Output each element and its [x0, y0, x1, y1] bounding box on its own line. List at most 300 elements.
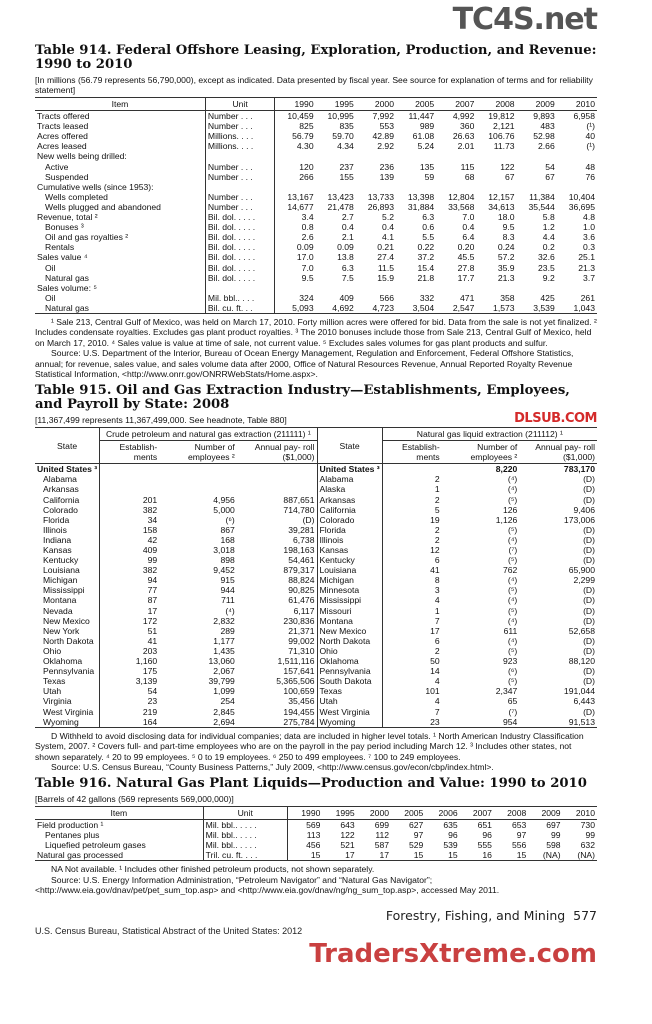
value-cell — [159, 484, 237, 494]
value-cell-right: (⁵) — [508, 676, 518, 687]
value-cell: 203 — [142, 645, 158, 656]
value-cell-right: 923 — [502, 656, 518, 667]
value-cell: 15.4 — [417, 262, 435, 273]
value-cell: 31,884 — [407, 201, 435, 212]
table-row — [35, 525, 597, 535]
value-cell: 15 — [516, 850, 527, 861]
table-row — [35, 606, 597, 616]
value-cell: (¹) — [586, 121, 595, 132]
unit-cell: Bil. dol. . . . . — [205, 212, 274, 222]
state-name-right: Texas — [317, 686, 382, 696]
value-cell: 653 — [511, 819, 527, 830]
value-cell: 135 — [419, 161, 435, 172]
value-cell: 13,733 — [367, 191, 394, 202]
col-est: Establish- ments — [100, 441, 160, 464]
value-cell: 23 — [147, 696, 158, 707]
value-cell: 4,692 — [332, 302, 354, 313]
value-cell: 2,121 — [493, 121, 515, 132]
column-header: Item — [35, 98, 205, 111]
value-cell: 10,995 — [327, 111, 354, 122]
value-cell: 5.8 — [542, 212, 555, 223]
table-row — [35, 565, 597, 575]
value-cell: 15.9 — [377, 272, 394, 283]
value-cell: 6.4 — [462, 232, 475, 243]
value-cell — [275, 283, 316, 293]
value-cell-right: 2 — [434, 534, 440, 545]
value-cell: 15 — [448, 850, 458, 861]
col-est-right: Establish- ments — [382, 441, 442, 464]
value-cell: 230,836 — [237, 616, 317, 626]
state-name: Kentucky — [35, 555, 100, 565]
row-label: Natural gas — [35, 303, 205, 314]
value-cell-right: 91,513 — [568, 716, 595, 727]
value-cell: 96 — [482, 829, 492, 840]
value-cell — [557, 283, 597, 293]
value-cell: 34,613 — [488, 201, 515, 212]
table-row — [35, 111, 597, 122]
value-cell: 4,723 — [372, 302, 394, 313]
value-cell: 598 — [546, 839, 561, 850]
value-cell: 0.4 — [462, 222, 475, 233]
value-cell: 714,780 — [237, 505, 317, 515]
value-cell: 35,456 — [237, 696, 317, 706]
value-cell: 4,992 — [452, 111, 475, 122]
value-cell-right: (D) — [583, 524, 595, 535]
value-cell-right: 7 — [434, 706, 440, 717]
value-cell: 0.24 — [497, 242, 515, 253]
value-cell: 26.63 — [452, 131, 475, 142]
table-row — [35, 850, 597, 861]
value-cell: 67 — [505, 171, 515, 182]
value-cell-right: 23 — [430, 716, 440, 727]
state-name: New York — [35, 626, 100, 636]
value-cell — [436, 151, 476, 161]
group-ngl: Natural gas liquid extraction (211112) ¹ — [382, 427, 597, 440]
state-name: West Virginia — [35, 707, 100, 717]
value-cell: 25.1 — [578, 252, 595, 263]
value-cell: (D) — [237, 515, 317, 525]
value-cell: 120 — [299, 161, 314, 172]
value-cell: 409 — [142, 545, 158, 555]
value-cell: 35,544 — [528, 201, 555, 212]
value-cell: 61.08 — [412, 131, 435, 142]
table-row — [35, 172, 597, 182]
value-cell-right: 12 — [430, 545, 440, 555]
table-row — [35, 656, 597, 666]
value-cell — [356, 151, 396, 161]
value-cell: 3,018 — [213, 545, 235, 555]
value-cell: 21.3 — [578, 262, 595, 273]
value-cell: 2,845 — [213, 706, 235, 717]
value-cell: 122 — [340, 829, 355, 840]
value-cell-right: (⁵) — [508, 524, 518, 535]
value-cell-right: (D) — [583, 676, 595, 687]
table-row — [35, 505, 597, 515]
state-name-right: South Dakota — [317, 676, 382, 686]
value-cell: 0.4 — [341, 222, 354, 233]
col-state-right: State — [317, 427, 382, 463]
value-cell: 483 — [540, 121, 555, 132]
value-cell: 835 — [339, 121, 354, 132]
state-name-right: Wyoming — [317, 717, 382, 728]
table-row — [35, 696, 597, 706]
value-cell: 15 — [310, 850, 321, 861]
value-cell — [356, 182, 396, 192]
unit-cell — [205, 182, 274, 192]
value-cell: 155 — [339, 171, 354, 182]
value-cell: 4,956 — [213, 494, 235, 505]
value-cell-right: 7 — [434, 615, 440, 626]
table-row — [35, 535, 597, 545]
value-cell-right: 126 — [502, 504, 518, 515]
value-cell: 158 — [142, 524, 158, 535]
state-name-right: Louisiana — [317, 565, 382, 575]
value-cell-right: (D) — [583, 706, 595, 717]
value-cell-right: 52,658 — [568, 625, 595, 636]
value-cell: 1.0 — [583, 222, 595, 233]
value-cell: 360 — [460, 121, 475, 132]
value-cell-right: (D) — [583, 534, 595, 545]
value-cell: 553 — [379, 121, 394, 132]
unit-cell: Bil. dol. . . . . — [205, 263, 274, 273]
row-label: Revenue, total ² — [35, 212, 205, 222]
row-label: Oil — [35, 263, 205, 273]
value-cell: 11.73 — [493, 141, 515, 152]
table-915-source: Source: U.S. Census Bureau, “County Business Patterns,” July 2009, <http://www.census.gov/econ/cbp/index.html>. — [51, 762, 494, 773]
value-cell-right: 2,299 — [573, 575, 595, 586]
state-name-right: Pennsylvania — [317, 666, 382, 676]
row-label: Natural gas processed — [35, 850, 203, 861]
table-row — [35, 575, 597, 585]
value-cell: 0.2 — [542, 242, 555, 253]
value-cell: 157,641 — [237, 666, 317, 676]
table-row — [35, 707, 597, 717]
value-cell: (NA) — [542, 850, 561, 861]
value-cell: 71,310 — [237, 646, 317, 656]
value-cell: 3.6 — [583, 232, 595, 243]
value-cell: 48 — [585, 161, 595, 172]
value-cell: 651 — [477, 819, 492, 830]
value-cell: 887,651 — [237, 495, 317, 505]
value-cell-right: 6 — [434, 555, 440, 566]
value-cell: 45.5 — [457, 252, 475, 263]
table-row — [35, 474, 597, 484]
value-cell: 382 — [142, 565, 158, 576]
col-emp: Number of employees ² — [159, 441, 237, 464]
value-cell: 17.7 — [457, 272, 475, 283]
table-row — [35, 495, 597, 505]
state-name: Virginia — [35, 696, 100, 706]
value-cell — [476, 182, 516, 192]
value-cell: 409 — [339, 292, 354, 303]
table-row — [35, 595, 597, 605]
value-cell: 88,824 — [237, 575, 317, 585]
column-header: 2005 — [391, 806, 425, 819]
value-cell: 139 — [379, 171, 394, 182]
row-label: Natural gas — [35, 273, 205, 283]
value-cell-right: (D) — [583, 494, 595, 505]
value-cell-right: (⁴) — [507, 484, 518, 495]
column-header: 2006 — [425, 806, 459, 819]
column-header: 1995 — [322, 806, 356, 819]
value-cell-right: 17 — [430, 625, 440, 636]
value-cell: 59.70 — [332, 131, 354, 142]
table-916 — [35, 806, 597, 861]
value-cell: 879,317 — [237, 565, 317, 575]
table-row — [35, 141, 597, 151]
value-cell: 332 — [419, 292, 435, 303]
value-cell — [476, 151, 516, 161]
value-cell: 5.5 — [422, 232, 435, 243]
value-cell: 5,365,506 — [237, 676, 317, 686]
value-cell: 16 — [482, 850, 492, 861]
value-cell: 1,160 — [135, 656, 158, 667]
table-914-footnotes: ¹ Sale 213, Central Gulf of Mexico, was held on March 17, 2010. Forty million acres were offered for bid. Data from the sale is not yet finalized. ² Includes condensate royalties. Excludes gas plant product royalties. ³ The 2010 bonuses include those from Sale 213, Central Gulf of Mexico, held on March 17, 2010. ⁴ Sales value is value at time of sale, not current value. ⁵ Excludes sales volumes for gas plant products and sulfur. — [35, 316, 597, 348]
value-cell: 17 — [147, 605, 158, 616]
table-row — [35, 212, 597, 222]
value-cell: 9.2 — [542, 272, 555, 283]
value-cell: 6.3 — [341, 262, 354, 273]
value-cell — [517, 151, 557, 161]
value-cell-right: 8,220 — [495, 464, 518, 475]
row-label: Field production ¹ — [35, 819, 203, 830]
value-cell — [557, 182, 597, 192]
column-header: 2000 — [357, 806, 391, 819]
value-cell: 5,093 — [292, 302, 314, 313]
value-cell: 13,060 — [208, 656, 235, 667]
value-cell: 2.66 — [538, 141, 555, 152]
value-cell: 867 — [220, 524, 235, 535]
table-row — [35, 303, 597, 314]
unit-cell: Bil. cu. ft. . . — [205, 303, 274, 314]
value-cell: 15 — [413, 850, 424, 861]
table-row — [35, 555, 597, 565]
table-row — [35, 242, 597, 252]
value-cell: 556 — [511, 839, 527, 850]
value-cell: 643 — [340, 819, 355, 830]
table-916-headnote: [Barrels of 42 gallons (569 represents 569,000,000)] — [35, 793, 234, 804]
value-cell-right: (⁴) — [507, 575, 518, 586]
row-label: Tracts offered — [35, 111, 205, 122]
row-label: Acres offered — [35, 131, 205, 141]
value-cell — [237, 474, 317, 484]
value-cell: (NA) — [577, 850, 595, 861]
value-cell — [100, 484, 160, 494]
value-cell — [396, 283, 436, 293]
value-cell: 172 — [142, 615, 158, 626]
value-cell: 915 — [220, 575, 235, 586]
value-cell: 1,043 — [573, 302, 595, 313]
value-cell-right: 611 — [503, 625, 518, 636]
value-cell: 94 — [147, 575, 158, 586]
table-row — [35, 263, 597, 273]
value-cell — [396, 182, 436, 192]
value-cell: 21,478 — [327, 201, 354, 212]
value-cell: 632 — [580, 839, 595, 850]
value-cell: 1,177 — [213, 635, 235, 646]
value-cell-right: 783,170 — [563, 464, 595, 475]
unit-cell: Tril. cu. ft. . . . — [203, 850, 287, 861]
value-cell: 77 — [147, 585, 158, 596]
table-row — [35, 686, 597, 696]
value-cell-right: (⁷) — [508, 545, 518, 555]
value-cell: 944 — [220, 585, 235, 596]
state-name-right: United States ³ — [317, 464, 382, 475]
unit-cell: Mil. bbl.. . . . . — [203, 819, 287, 830]
table-row — [35, 717, 597, 728]
value-cell: 97 — [516, 829, 527, 840]
value-cell-right: (⁷) — [508, 706, 518, 717]
value-cell-right: 19 — [430, 514, 440, 525]
value-cell: 2,067 — [213, 666, 235, 677]
value-cell-right: 50 — [430, 656, 440, 667]
table-row — [35, 616, 597, 626]
column-header: Unit — [205, 98, 274, 111]
value-cell: 4.30 — [296, 141, 314, 152]
value-cell: 112 — [375, 829, 390, 840]
value-cell: 39,799 — [208, 676, 235, 687]
value-cell: 219 — [142, 706, 158, 717]
state-name-right: West Virginia — [317, 707, 382, 717]
value-cell: 106.76 — [488, 131, 515, 142]
value-cell: 68 — [464, 171, 475, 182]
value-cell: 11,384 — [529, 191, 555, 202]
column-header: 2009 — [517, 98, 557, 111]
value-cell: 164 — [142, 716, 158, 727]
value-cell: 6.3 — [422, 212, 435, 223]
table-row — [35, 162, 597, 172]
value-cell: 194,455 — [237, 707, 317, 717]
value-cell: 7.5 — [341, 272, 354, 283]
value-cell: 11.5 — [377, 262, 394, 273]
table-row — [35, 666, 597, 676]
value-cell: 382 — [142, 504, 158, 515]
value-cell: 115 — [460, 161, 475, 172]
value-cell: 13.8 — [337, 252, 354, 263]
value-cell-right: 65 — [507, 696, 518, 707]
value-cell: 21,371 — [237, 626, 317, 636]
value-cell — [476, 283, 516, 293]
value-cell: 21.3 — [497, 272, 515, 283]
unit-cell: Bil. dol. . . . . — [205, 232, 274, 242]
value-cell: 37.2 — [417, 252, 435, 263]
column-header: 1990 — [287, 806, 322, 819]
value-cell — [159, 474, 237, 484]
value-cell: (⁶) — [225, 514, 235, 525]
value-cell: 2.6 — [301, 232, 314, 243]
value-cell-right: 173,006 — [563, 514, 595, 525]
value-cell-right — [382, 464, 442, 475]
value-cell: 4.8 — [583, 212, 595, 223]
unit-cell: Mil. bbl.. . . . — [205, 293, 274, 303]
state-name: Montana — [35, 595, 100, 605]
row-label: New wells being drilled: — [35, 151, 205, 161]
row-label: Bonuses ³ — [35, 222, 205, 232]
value-cell: 9.5 — [502, 222, 515, 233]
state-name: Michigan — [35, 575, 100, 585]
value-cell: 56.79 — [292, 131, 314, 142]
value-cell: 5.24 — [417, 141, 435, 152]
value-cell: 539 — [443, 839, 458, 850]
value-cell-right: (⁴) — [507, 615, 518, 626]
table-916-source: Source: U.S. Energy Information Administration, “Petroleum Navigator” and “Natural Gas Navigator”; <http://www.eia.gov/dnav/pet/pet_sum_top.asp> and <http://www.eia.gov/dnav/ng/ng_sum_top.asp>, accessed May 2011. — [35, 874, 500, 896]
value-cell — [100, 474, 160, 484]
value-cell-right: 1 — [434, 605, 440, 616]
value-cell — [436, 182, 476, 192]
value-cell-right: 762 — [502, 565, 518, 576]
table-row — [35, 840, 597, 850]
value-cell: 122 — [500, 161, 515, 172]
value-cell: 569 — [306, 819, 321, 830]
value-cell: 6,738 — [237, 535, 317, 545]
column-header: 2010 — [557, 98, 597, 111]
value-cell: 9,893 — [533, 111, 555, 122]
value-cell-right: (⁵) — [508, 585, 518, 596]
state-name-right: Montana — [317, 616, 382, 626]
value-cell: 54,461 — [237, 555, 317, 565]
row-label: Sales value ⁴ — [35, 252, 205, 262]
value-cell-right: 101 — [425, 686, 440, 697]
column-header: 2007 — [460, 806, 494, 819]
value-cell: 3.4 — [301, 212, 314, 223]
value-cell: 36,695 — [568, 201, 595, 212]
value-cell-right: 2 — [434, 524, 440, 535]
value-cell: 730 — [580, 819, 595, 830]
unit-cell: Mil. bbl.. . . . . — [203, 830, 287, 840]
value-cell-right: 4 — [434, 676, 440, 687]
value-cell-right: (⁶) — [508, 666, 518, 677]
unit-cell: Number . . . — [205, 192, 274, 202]
table-915 — [35, 427, 597, 728]
value-cell: 7.0 — [301, 262, 314, 273]
value-cell: 425 — [540, 292, 555, 303]
value-cell: 529 — [409, 839, 424, 850]
value-cell: 4.1 — [382, 232, 394, 243]
table-row — [35, 182, 597, 192]
col-emp-right: Number of employees ² — [442, 441, 520, 464]
unit-cell: Bil. dol. . . . . — [205, 273, 274, 283]
value-cell: 17 — [379, 850, 390, 861]
value-cell: 5,000 — [213, 504, 235, 515]
value-cell: 10,459 — [287, 111, 314, 122]
row-label: Suspended — [35, 172, 205, 182]
row-label: Tracts leased — [35, 121, 205, 131]
value-cell — [356, 283, 396, 293]
value-cell: 0.20 — [457, 242, 475, 253]
value-cell — [316, 182, 356, 192]
table-row — [35, 819, 597, 830]
state-name: Utah — [35, 686, 100, 696]
value-cell-right: 14 — [430, 666, 440, 677]
table-row — [35, 636, 597, 646]
table-914-headnote: [In millions (56.79 represents 56,790,000), except as indicated. Data presented by fiscal year. See source for explanation of terms and for reliability statement] — [35, 75, 593, 95]
value-cell: 6,117 — [237, 606, 317, 616]
value-cell-right: 2 — [434, 494, 440, 505]
value-cell-right: 1 — [434, 484, 440, 495]
value-cell: 51 — [147, 625, 158, 636]
value-cell: 13,398 — [407, 191, 435, 202]
value-cell: 456 — [306, 839, 321, 850]
value-cell: 275,784 — [237, 717, 317, 728]
value-cell: 11,447 — [408, 111, 435, 122]
value-cell: 32.6 — [538, 252, 555, 263]
value-cell: (¹) — [586, 141, 595, 152]
value-cell: 99 — [147, 555, 158, 566]
state-name: Ohio — [35, 646, 100, 656]
value-cell: 3,539 — [533, 302, 555, 313]
value-cell: 471 — [460, 292, 475, 303]
table-row — [35, 273, 597, 283]
